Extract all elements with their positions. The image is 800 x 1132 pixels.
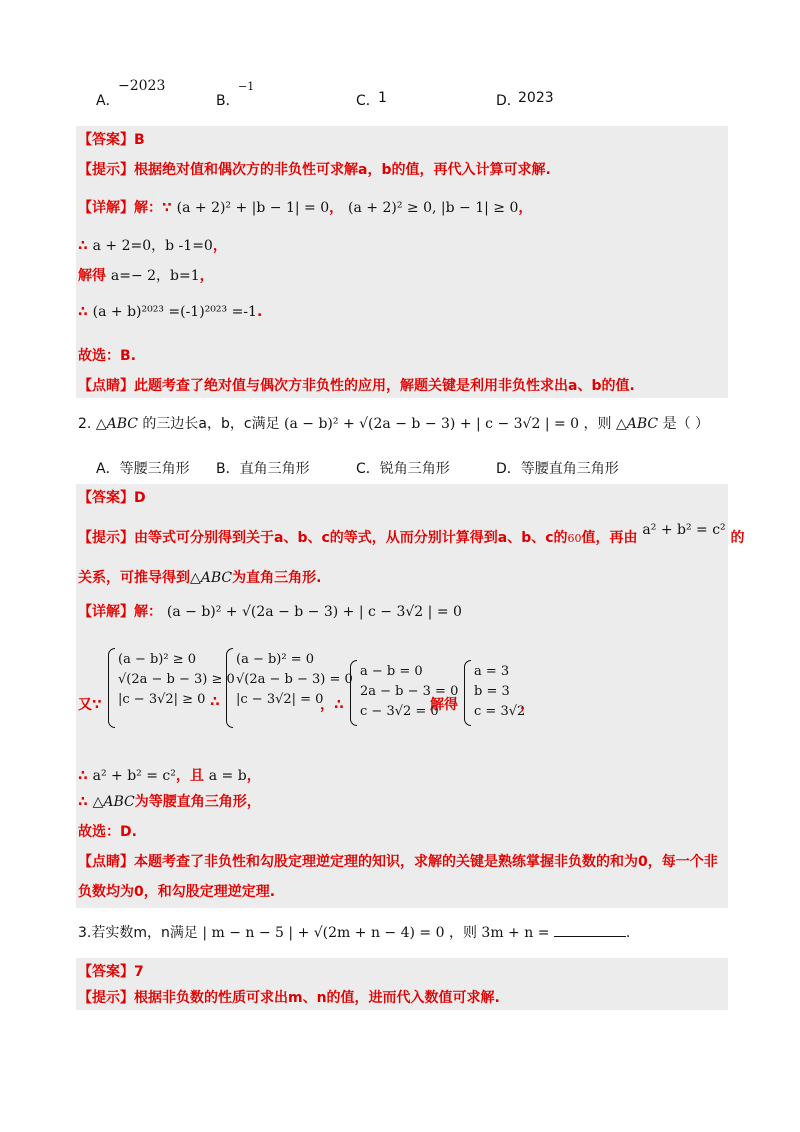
q2-hint-part-3: 的 — [730, 530, 745, 546]
q2-hint-tag: 【提示】 — [78, 530, 134, 546]
q3-stem-expression: 3m + n = — [481, 925, 550, 941]
q1-hint — [78, 160, 551, 180]
q1-step-2: 解得 a=− 2，b=1， — [78, 268, 214, 284]
q3-stem-equation: | m − n − 5 | + √(2m + n − 4) = 0 — [202, 925, 445, 941]
q2-option-b-value: 直角三角形 — [239, 461, 310, 477]
q2-system-4-row-3: c = 3√2 — [474, 704, 526, 719]
q2-system-4-brace — [464, 660, 471, 726]
q2-hint-line-2a: 关系，可推导得到 — [78, 570, 190, 586]
q2-triangle-2: △ABC — [615, 416, 659, 432]
q2-option-c-value: 锐角三角形 — [379, 461, 450, 477]
q2-stem-equation: (a − b)² + √(2a − b − 3) + | c − 3√2 | = 0 — [284, 416, 580, 432]
q1-step-1: ∴ a + 2=0，b -1=0， — [78, 238, 227, 254]
q2-option-b — [216, 458, 310, 478]
q2-comment-tag: 【点睛】 — [78, 854, 134, 870]
q3-hint-tag: 【提示】 — [78, 990, 134, 1006]
q1-detail-intro: 解：∵ — [134, 200, 172, 216]
q3-answer-blank — [554, 922, 626, 937]
q1-options — [96, 78, 716, 110]
q1-hint-text: 根据绝对值和偶次方的非负性可求解a，b的值，再代入计算可求解. — [134, 162, 551, 178]
q2-answer-value: D — [134, 490, 146, 506]
q1-therefore-2: ∴ — [78, 304, 88, 320]
q2-system-1-row-3: |c − 3√2| ≥ 0 — [118, 692, 206, 707]
q1-answer — [78, 130, 145, 150]
q2-conclusion-mid: ，且 — [175, 768, 204, 784]
q2-answer-tag: 【答案】 — [78, 490, 134, 506]
q2-system-4-row-2: b = 3 — [474, 684, 510, 699]
q3-hint-text: 根据非负数的性质可求出m、n的值，进而代入数值可求解. — [134, 990, 500, 1006]
q1-comment-tag: 【点睛】 — [78, 378, 134, 394]
q2-options — [96, 458, 716, 478]
q1-option-b-value: −1 — [238, 80, 255, 93]
q1-comment-text: 此题考查了绝对值与偶次方非负性的应用，解题关键是利用非负性求出a、b的值. — [134, 378, 635, 394]
q2-system-3-row-1: a − b = 0 — [360, 664, 423, 679]
q2-system-trail: ， — [520, 697, 534, 713]
q2-hint-line-1 — [78, 522, 745, 549]
q1-option-a-letter: A． — [96, 93, 120, 109]
q1-step-3-eq: (a + b)²⁰²³ =(-1)²⁰²³ =-1 — [92, 304, 257, 320]
q2-system-3-row-2: 2a − b − 3 = 0 — [360, 684, 459, 699]
q2-option-b-letter: B． — [216, 461, 240, 477]
q1-detail-eq1: (a + 2)² + |b − 1| = 0 — [176, 200, 330, 216]
q2-solve-label: 解得 — [430, 697, 458, 713]
q2-system-2-row-2: √(2a − b − 3) = 0 — [236, 672, 353, 687]
q2-conclusion-text: 为等腰直角三角形， — [134, 794, 261, 810]
q3-answer — [78, 962, 144, 982]
q2-hint-line-2b: 为直角三角形. — [232, 570, 322, 586]
q2-system-1-brace — [108, 648, 115, 728]
q3-stem-end: . — [625, 925, 631, 941]
q2-option-c — [356, 458, 450, 478]
q1-therefore-1: ∴ — [78, 238, 88, 254]
q2-system-4 — [474, 662, 525, 722]
q1-answer-tag: 【答案】 — [78, 132, 134, 148]
q1-option-d-value: 2023 — [518, 90, 554, 106]
q2-stem-end: 是（ ） — [662, 416, 710, 432]
q2-therefore-2: ∴ — [78, 794, 88, 810]
q2-hint-small: 60 — [567, 532, 582, 545]
q2-system-2-row-1: (a − b)² = 0 — [236, 652, 315, 667]
q2-therefore-symbol: ∴ — [210, 694, 220, 710]
q2-conclusion-2 — [78, 792, 261, 812]
q2-hint-triangle: △ABC — [190, 570, 233, 586]
q2-system-3-row-3: c − 3√2 = 0 — [360, 704, 439, 719]
q2-stem — [78, 414, 709, 434]
q2-detail-intro: 解： — [134, 604, 162, 620]
q1-option-a-value: −2023 — [118, 78, 166, 94]
q2-hint-part-1: 由等式可分别得到关于a、b、c的等式，从而分别计算得到a、b、c的 — [134, 530, 568, 546]
q2-hint-equation: a² + b² = c² — [642, 522, 726, 538]
q2-hint-line-2 — [78, 568, 321, 588]
q2-hint-part-2: 值，再由 — [581, 530, 638, 546]
q1-solve-label: 解得 — [78, 268, 106, 284]
q2-system-2-brace — [226, 648, 233, 728]
q2-triangle: △ABC — [95, 416, 138, 432]
q1-hint-tag: 【提示】 — [78, 162, 134, 178]
q3-stem-text: 3.若实数m，n满足 — [78, 925, 198, 941]
q2-conclusion-equation: a² + b² = c² — [92, 768, 176, 784]
q1-step-3: ∴ (a + b)²⁰²³ =(-1)²⁰²³ =-1. — [78, 304, 263, 320]
q1-option-c-value: 1 — [378, 90, 387, 106]
q2-option-a-value: 等腰三角形 — [119, 461, 190, 477]
q3-answer-tag: 【答案】 — [78, 964, 134, 980]
q2-stem-text: 的三边长a，b，c满足 — [142, 416, 280, 432]
q1-choose: 故选：B. — [78, 348, 136, 364]
q2-system-2-row-3: |c − 3√2| = 0 — [236, 692, 324, 707]
q2-answer — [78, 488, 146, 508]
q2-comment-line-2: 负数均为0，和勾股定理逆定理. — [78, 884, 276, 900]
q1-detail-eq1b: (a + 2)² ≥ 0, |b − 1| ≥ 0 — [348, 200, 519, 216]
q2-option-c-letter: C． — [356, 461, 380, 477]
q1-comment — [78, 376, 635, 396]
q2-system-1-row-2: √(2a − b − 3) ≥ 0 — [118, 672, 235, 687]
q1-step-2-eq: a=− 2，b=1 — [110, 268, 200, 284]
q1-detail: 【详解】解：∵ (a + 2)² + |b − 1| = 0， (a + 2)² ≥ 0, |b − 1| ≥ 0， — [78, 200, 533, 216]
q3-stem — [78, 922, 630, 943]
q2-system-4-row-1: a = 3 — [474, 664, 510, 679]
q2-option-a — [96, 458, 190, 478]
q3-answer-value: 7 — [134, 964, 144, 980]
q2-option-a-letter: A． — [96, 461, 120, 477]
q2-option-d-letter: D． — [496, 461, 521, 477]
q2-system-3-brace — [350, 660, 357, 726]
q2-conclusion-equation-2: a = b — [208, 768, 247, 784]
q1-option-d-letter: D． — [496, 93, 521, 109]
q2-comment-line-1 — [78, 852, 718, 872]
q2-also-because: 又∵ — [78, 697, 102, 713]
q2-conclusion-1 — [78, 766, 261, 786]
q1-answer-value: B — [134, 132, 145, 148]
q1-step-1-eq: a + 2=0，b -1=0 — [92, 238, 213, 254]
q1-detail-tag: 【详解】 — [78, 200, 134, 216]
q2-detail-equation: (a − b)² + √(2a − b − 3) + | c − 3√2 | = 0 — [166, 604, 462, 620]
q2-detail — [78, 602, 462, 622]
q2-conclusion-end: ， — [246, 768, 261, 784]
q3-stem-then: ，则 — [448, 925, 477, 941]
q2-option-d-value: 等腰直角三角形 — [520, 461, 619, 477]
q2-stem-then: ，则 — [583, 416, 612, 432]
q1-option-b-letter: B． — [216, 93, 240, 109]
q2-conclusion-triangle: △ABC — [92, 794, 135, 810]
q1-option-c-letter: C． — [356, 93, 380, 109]
q3-hint — [78, 988, 500, 1008]
q2-option-d — [496, 458, 619, 478]
q2-therefore-1: ∴ — [78, 768, 88, 784]
q2-choose: 故选：D. — [78, 824, 137, 840]
q2-comma-therefore: ，∴ — [320, 697, 344, 713]
q2-comment-text-1: 本题考查了非负性和勾股定理逆定理的知识，求解的关键是熟练掌握非负数的和为0，每一个非 — [134, 854, 718, 870]
q2-system-1-row-1: (a − b)² ≥ 0 — [118, 652, 197, 667]
q2-number: 2. — [78, 416, 92, 432]
q2-detail-tag: 【详解】 — [78, 604, 134, 620]
